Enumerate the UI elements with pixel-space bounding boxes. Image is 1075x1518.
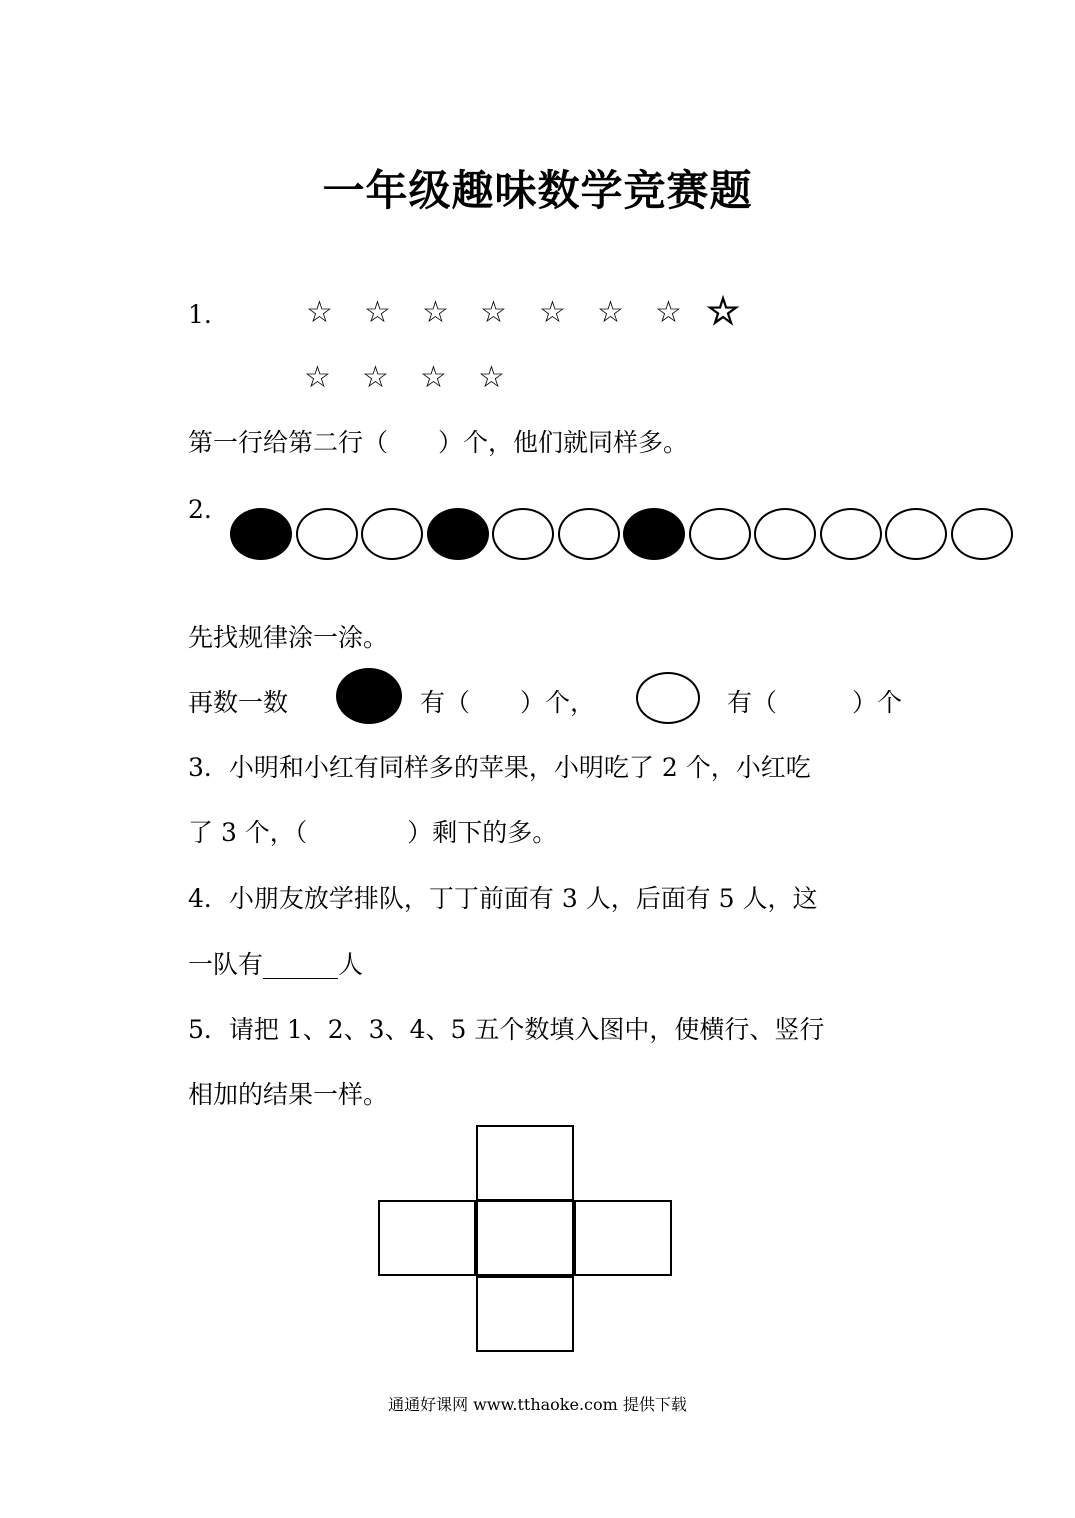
q5-cell-bottom[interactable] [476, 1276, 574, 1352]
q2-oval [754, 508, 816, 560]
q5-cell-top[interactable] [476, 1125, 574, 1201]
q5-line1: 5．请把 1、2、3、4、5 五个数填入图中，使横行、竖行 [188, 1015, 825, 1044]
q4-line1: 4．小朋友放学排队，丁丁前面有 3 人，后面有 5 人，这 [188, 884, 818, 913]
q2-oval [361, 508, 423, 560]
q2-oval [820, 508, 882, 560]
q1-question: 第一行给第二行（ ）个，他们就同样多。 [188, 428, 689, 457]
q1-row1-star: ☆ [480, 295, 507, 330]
q2-oval [296, 508, 358, 560]
q2-oval [230, 508, 292, 560]
footer-credit: 通通好课网 www.tthaoke.com 提供下载 [388, 1395, 687, 1414]
q3-line1: 3．小明和小红有同样多的苹果，小明吃了 2 个，小红吃 [188, 753, 811, 782]
q1-row2-star: ☆ [362, 360, 389, 395]
q1-row1-star: ☆ [655, 295, 682, 330]
q2-oval [427, 508, 489, 560]
q1-row1-star: ☆ [306, 295, 333, 330]
q2-oval [951, 508, 1013, 560]
q2-oval [689, 508, 751, 560]
q2-number: 2. [188, 495, 212, 524]
q5-line2: 相加的结果一样。 [188, 1080, 389, 1109]
q1-row1-star: ☆ [422, 295, 449, 330]
q2-count-prefix: 再数一数 [188, 688, 289, 717]
q2-empty-oval-sample [636, 672, 700, 724]
q2-oval [623, 508, 685, 560]
q5-cell-center[interactable] [476, 1200, 574, 1276]
q1-row1-star: ☆ [364, 295, 391, 330]
q1-row1-star: ☆ [597, 295, 624, 330]
q2-filled-oval-sample [336, 668, 402, 724]
q4-line2: 一队有______人 [188, 950, 364, 979]
q1-row1-star: ☆ [539, 295, 566, 330]
q5-cell-left[interactable] [378, 1200, 476, 1276]
q1-row2-star: ☆ [478, 360, 505, 395]
q3-line2: 了 3 个，（ ）剩下的多。 [188, 818, 558, 847]
q2-count-filled: 有（ ）个， [420, 688, 596, 717]
q2-oval [558, 508, 620, 560]
q1-number: 1. [188, 300, 212, 329]
q1-row2-star: ☆ [304, 360, 331, 395]
q2-oval [492, 508, 554, 560]
q1-row1-star-highlighted: ☆ [706, 288, 741, 333]
q2-instruction: 先找规律涂一涂。 [188, 623, 389, 652]
q2-oval [885, 508, 947, 560]
q1-row2-star: ☆ [420, 360, 447, 395]
page-title: 一年级趣味数学竞赛题 [322, 166, 753, 215]
q2-count-empty: 有（ ）个 [727, 688, 903, 717]
q5-cell-right[interactable] [574, 1200, 672, 1276]
